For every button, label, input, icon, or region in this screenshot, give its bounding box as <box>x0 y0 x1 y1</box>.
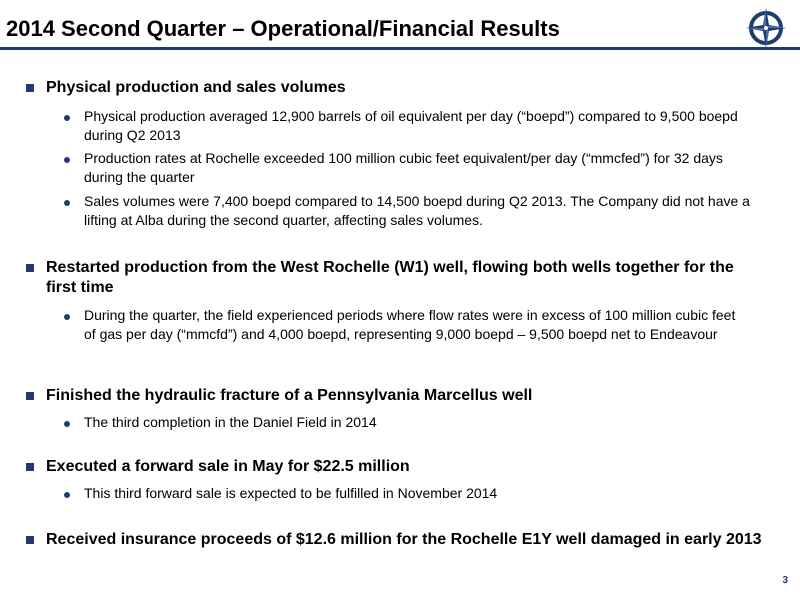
bullet-dot-icon <box>64 200 70 206</box>
section-heading: Restarted production from the West Rochelle (W1) well, flowing both wells together for the first time <box>46 259 734 296</box>
section-heading: Finished the hydraulic fracture of a Pennsylvania Marcellus well <box>46 387 533 404</box>
slide-title: 2014 Second Quarter – Operational/Financial Results <box>6 16 560 41</box>
section-heading: Executed a forward sale in May for $22.5 million <box>46 458 410 475</box>
list-item-text: Sales volumes were 7,400 boepd compared to 14,500 boepd during Q2 2013. The Company did not have a lifting at Alba during the second quarter, affecting sales volumes. <box>84 193 750 228</box>
page-number: 3 <box>782 575 788 586</box>
bullet-dot-icon <box>64 115 70 121</box>
section-heading: Received insurance proceeds of $12.6 million for the Rochelle E1Y well damaged in early 2013 <box>46 531 762 548</box>
bullet-dot-icon <box>64 314 70 320</box>
bullet-dot-icon <box>64 421 70 427</box>
list-item-text: Physical production averaged 12,900 barrels of oil equivalent per day (“boepd”) compared to 9,500 boepd during Q2 2013 <box>84 108 738 143</box>
square-bullet-icon <box>26 392 34 400</box>
square-bullet-icon <box>26 463 34 471</box>
bullet-dot-icon <box>64 492 70 498</box>
list-item-text: During the quarter, the field experienced periods where flow rates were in excess of 100 million cubic feet of gas per day (“mmcfd”) and 4,000 boepd, representing 9,000 boepd – 9,500 boepd net to Endeavour <box>84 307 736 342</box>
list-item-text: Production rates at Rochelle exceeded 100 million cubic feet equivalent/per day (“mmcfed”) for 32 days during the quarter <box>84 150 723 185</box>
list-item-text: The third completion in the Daniel Field in 2014 <box>84 414 377 430</box>
list-item-text: This third forward sale is expected to be fulfilled in November 2014 <box>84 485 498 501</box>
square-bullet-icon <box>26 264 34 272</box>
square-bullet-icon <box>26 84 34 92</box>
square-bullet-icon <box>26 536 34 544</box>
bullet-dot-icon <box>64 157 70 163</box>
section-heading: Physical production and sales volumes <box>46 79 346 96</box>
